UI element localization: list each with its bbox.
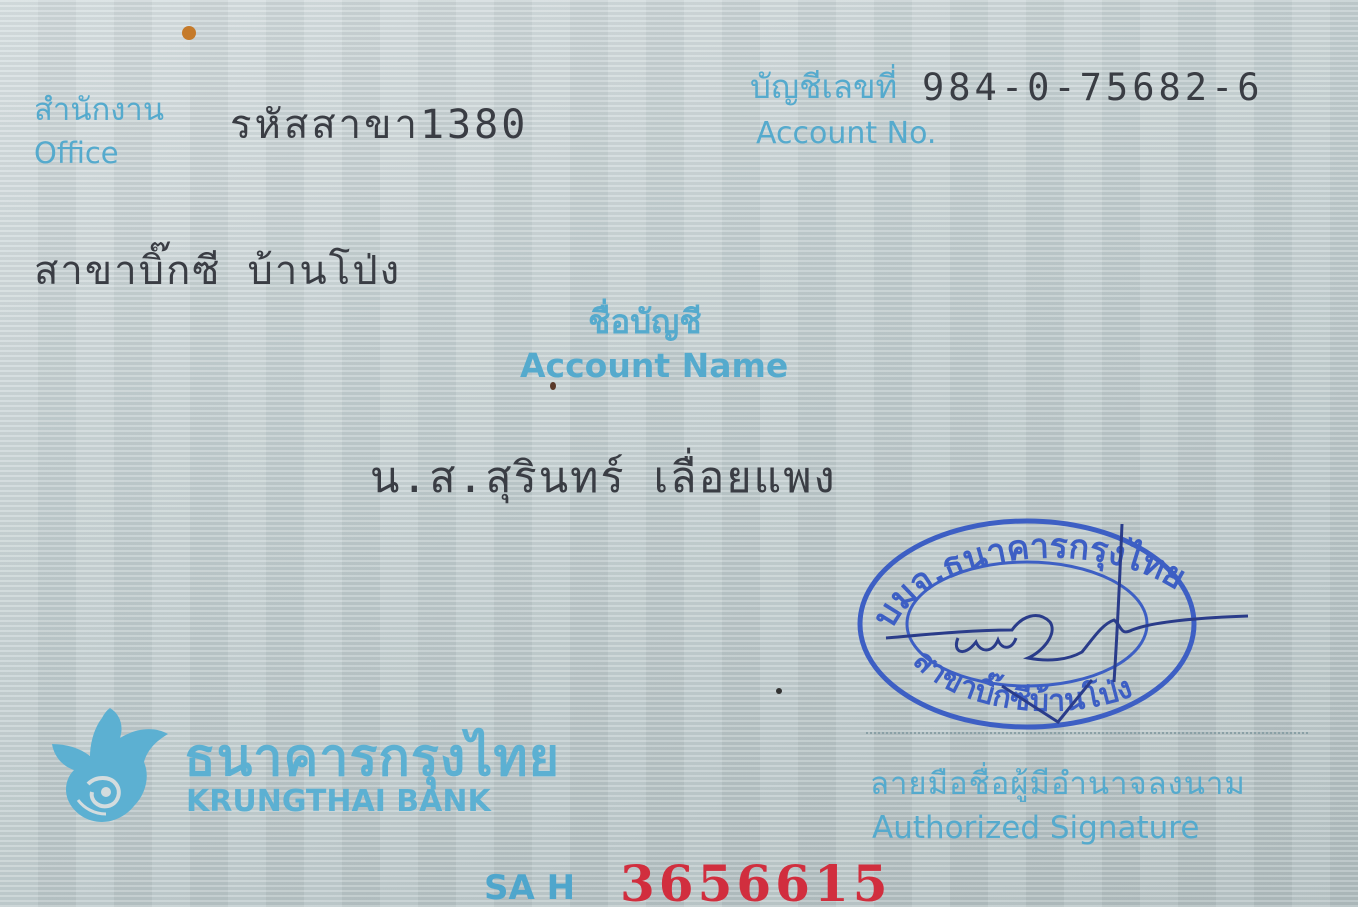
dust-dot xyxy=(776,688,782,694)
office-label-english: Office xyxy=(34,136,119,170)
garuda-bird-logo-icon xyxy=(50,704,170,826)
book-prefix: SA H xyxy=(484,868,576,907)
account-name-label-thai: ชื่อบัญชี xyxy=(588,302,702,341)
stamp-text-top: บมจ.ธนาคารกรุงไทย xyxy=(864,526,1193,635)
bank-name-thai: ธนาคารกรุงไทย xyxy=(184,728,561,788)
stamp-text-bottom: สาขาบิ๊กซีบ้านโป่ง xyxy=(906,642,1137,720)
account-number-label-english: Account No. xyxy=(756,116,937,151)
account-name-label-english: Account Name xyxy=(520,346,789,385)
signature-line xyxy=(866,732,1308,734)
svg-text:สาขาบิ๊กซีบ้านโป่ง xyxy=(906,643,1137,719)
account-number-value: 984-0-75682-6 xyxy=(922,66,1264,109)
branch-code: รหัสสาขา1380 xyxy=(230,102,529,148)
office-label-thai: สำนักงาน xyxy=(34,92,165,128)
branch-name: สาขาบิ๊กซี บ้านโป่ง xyxy=(34,248,402,294)
bank-name-english: KRUNGTHAI BANK xyxy=(186,784,491,819)
account-number-label-thai: บัญชีเลขที่ xyxy=(750,67,898,106)
bank-branch-stamp-icon xyxy=(852,512,1262,738)
book-serial-number: 3656615 xyxy=(620,854,892,907)
ink-spot xyxy=(182,26,196,40)
signature-label-thai: ลายมือชื่อผู้มีอำนาจลงนาม xyxy=(870,766,1246,802)
account-holder-name: น.ส.สุรินทร์ เลื่อยแพง xyxy=(370,453,837,503)
signature-label-english: Authorized Signature xyxy=(872,810,1200,846)
